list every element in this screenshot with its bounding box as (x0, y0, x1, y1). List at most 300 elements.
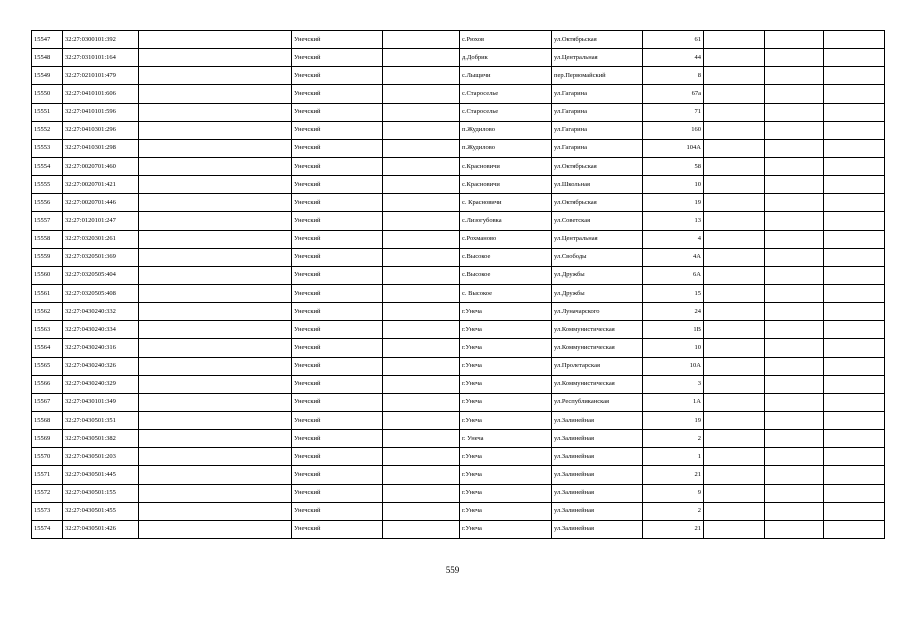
empty-cell (139, 31, 292, 49)
empty-cell (704, 357, 765, 375)
empty-cell (765, 430, 824, 448)
empty-cell (765, 31, 824, 49)
locality-cell: с.Красновичи (460, 176, 552, 194)
empty-cell (704, 303, 765, 321)
cadastral-number-cell: 32:27:0430501:455 (63, 502, 139, 520)
cadastral-number-cell: 32:27:0410101:606 (63, 85, 139, 103)
empty-cell (824, 85, 885, 103)
locality-cell: с. Высокое (460, 284, 552, 302)
empty-cell (383, 266, 460, 284)
table-row (32, 230, 885, 248)
empty-cell (765, 230, 824, 248)
empty-cell (824, 502, 885, 520)
empty-cell (824, 194, 885, 212)
empty-cell (765, 393, 824, 411)
cadastral-number-cell: 32:27:0210101:479 (63, 67, 139, 85)
cadastral-number-cell: 32:27:0020701:446 (63, 194, 139, 212)
empty-cell (383, 411, 460, 429)
street-cell: ул.Свободы (552, 248, 643, 266)
row-number-cell: 15557 (32, 212, 63, 230)
empty-cell (704, 430, 765, 448)
row-number-cell: 15563 (32, 321, 63, 339)
cadastral-number-cell: 32:27:0410301:298 (63, 139, 139, 157)
empty-cell (139, 157, 292, 175)
table-row (32, 502, 885, 520)
row-number-cell: 15565 (32, 357, 63, 375)
street-cell: ул.Октябрьская (552, 194, 643, 212)
row-number-cell: 15550 (32, 85, 63, 103)
empty-cell (765, 339, 824, 357)
street-cell: ул.Залинейная (552, 484, 643, 502)
empty-cell (765, 67, 824, 85)
cadastral-number-cell: 32:27:0430501:426 (63, 520, 139, 538)
table-row (32, 85, 885, 103)
street-cell: ул.Луначарского (552, 303, 643, 321)
district-cell: Унечский (292, 375, 383, 393)
locality-cell: г.Унеча (460, 321, 552, 339)
house-number-cell: 3 (643, 375, 704, 393)
house-number-cell: 8 (643, 67, 704, 85)
empty-cell (383, 284, 460, 302)
row-number-cell: 15572 (32, 484, 63, 502)
street-cell: ул.Советская (552, 212, 643, 230)
house-number-cell: 13 (643, 212, 704, 230)
empty-cell (383, 67, 460, 85)
locality-cell: г.Унеча (460, 502, 552, 520)
empty-cell (704, 103, 765, 121)
empty-cell (139, 411, 292, 429)
house-number-cell: 10 (643, 339, 704, 357)
street-cell: ул.Школьная (552, 176, 643, 194)
district-cell: Унечский (292, 484, 383, 502)
locality-cell: п.Жудилово (460, 121, 552, 139)
row-number-cell: 15547 (32, 31, 63, 49)
empty-cell (383, 85, 460, 103)
district-cell: Унечский (292, 339, 383, 357)
empty-cell (765, 248, 824, 266)
empty-cell (765, 448, 824, 466)
table-row (32, 375, 885, 393)
district-cell: Унечский (292, 357, 383, 375)
empty-cell (139, 430, 292, 448)
empty-cell (139, 303, 292, 321)
empty-cell (824, 375, 885, 393)
empty-cell (704, 448, 765, 466)
empty-cell (824, 303, 885, 321)
table-row (32, 520, 885, 538)
empty-cell (383, 212, 460, 230)
house-number-cell: 4 (643, 230, 704, 248)
empty-cell (139, 284, 292, 302)
street-cell: ул.Дружбы (552, 266, 643, 284)
row-number-cell: 15562 (32, 303, 63, 321)
empty-cell (704, 139, 765, 157)
street-cell: ул.Залинейная (552, 430, 643, 448)
empty-cell (383, 230, 460, 248)
empty-cell (824, 430, 885, 448)
empty-cell (704, 157, 765, 175)
empty-cell (765, 49, 824, 67)
empty-cell (824, 466, 885, 484)
empty-cell (383, 121, 460, 139)
empty-cell (765, 411, 824, 429)
cadastral-number-cell: 32:27:0430240:316 (63, 339, 139, 357)
locality-cell: с. Красновичи (460, 194, 552, 212)
locality-cell: с.Староселье (460, 103, 552, 121)
empty-cell (139, 339, 292, 357)
table-row (32, 321, 885, 339)
empty-cell (704, 31, 765, 49)
street-cell: ул.Центральная (552, 230, 643, 248)
locality-cell: г.Унеча (460, 411, 552, 429)
street-cell: ул.Залинейная (552, 520, 643, 538)
district-cell: Унечский (292, 303, 383, 321)
empty-cell (704, 321, 765, 339)
house-number-cell: 2 (643, 502, 704, 520)
street-cell: ул.Гагарина (552, 121, 643, 139)
row-number-cell: 15574 (32, 520, 63, 538)
empty-cell (139, 502, 292, 520)
empty-cell (824, 357, 885, 375)
street-cell: ул.Гагарина (552, 103, 643, 121)
district-cell: Унечский (292, 520, 383, 538)
empty-cell (704, 411, 765, 429)
street-cell: ул.Пролетарская (552, 357, 643, 375)
empty-cell (383, 502, 460, 520)
cadastral-number-cell: 32:27:0430101:349 (63, 393, 139, 411)
table-row (32, 139, 885, 157)
row-number-cell: 15561 (32, 284, 63, 302)
empty-cell (139, 176, 292, 194)
cadastral-number-cell: 32:27:0320301:261 (63, 230, 139, 248)
locality-cell: г.Унеча (460, 484, 552, 502)
street-cell: ул.Залинейная (552, 466, 643, 484)
street-cell: пер.Первомайский (552, 67, 643, 85)
street-cell: ул.Коммунистическая (552, 321, 643, 339)
empty-cell (139, 139, 292, 157)
house-number-cell: 1В (643, 321, 704, 339)
table-row (32, 176, 885, 194)
empty-cell (383, 176, 460, 194)
district-cell: Унечский (292, 466, 383, 484)
district-cell: Унечский (292, 212, 383, 230)
empty-cell (704, 339, 765, 357)
district-cell: Унечский (292, 266, 383, 284)
empty-cell (139, 393, 292, 411)
empty-cell (139, 357, 292, 375)
street-cell: ул.Залинейная (552, 411, 643, 429)
locality-cell: п.Жудилово (460, 139, 552, 157)
house-number-cell: 44 (643, 49, 704, 67)
empty-cell (383, 303, 460, 321)
table-row (32, 466, 885, 484)
empty-cell (383, 139, 460, 157)
empty-cell (383, 357, 460, 375)
street-cell: ул.Октябрьская (552, 157, 643, 175)
district-cell: Унечский (292, 121, 383, 139)
cadastral-number-cell: 32:27:0430240:326 (63, 357, 139, 375)
locality-cell: г.Унеча (460, 339, 552, 357)
empty-cell (704, 49, 765, 67)
empty-cell (383, 466, 460, 484)
cadastral-number-cell: 32:27:0320505:408 (63, 284, 139, 302)
table-row (32, 430, 885, 448)
district-cell: Унечский (292, 284, 383, 302)
empty-cell (824, 484, 885, 502)
cadastral-number-cell: 32:27:0430501:351 (63, 411, 139, 429)
empty-cell (765, 520, 824, 538)
row-number-cell: 15568 (32, 411, 63, 429)
empty-cell (704, 466, 765, 484)
district-cell: Унечский (292, 321, 383, 339)
empty-cell (824, 248, 885, 266)
empty-cell (383, 375, 460, 393)
locality-cell: г.Унеча (460, 357, 552, 375)
row-number-cell: 15564 (32, 339, 63, 357)
table-row (32, 284, 885, 302)
empty-cell (704, 176, 765, 194)
empty-cell (383, 393, 460, 411)
empty-cell (765, 484, 824, 502)
locality-cell: с.Красновичи (460, 157, 552, 175)
row-number-cell: 15558 (32, 230, 63, 248)
house-number-cell: 6А (643, 266, 704, 284)
table-row (32, 411, 885, 429)
empty-cell (765, 266, 824, 284)
table-row (32, 303, 885, 321)
empty-cell (824, 321, 885, 339)
district-cell: Унечский (292, 448, 383, 466)
house-number-cell: 71 (643, 103, 704, 121)
house-number-cell: 21 (643, 520, 704, 538)
cadastral-number-cell: 32:27:0410301:296 (63, 121, 139, 139)
row-number-cell: 15556 (32, 194, 63, 212)
table-row (32, 266, 885, 284)
row-number-cell: 15552 (32, 121, 63, 139)
table-row (32, 157, 885, 175)
table-row (32, 31, 885, 49)
empty-cell (704, 266, 765, 284)
street-cell: ул.Коммунистическая (552, 339, 643, 357)
row-number-cell: 15554 (32, 157, 63, 175)
empty-cell (383, 448, 460, 466)
locality-cell: с.Рюхов (460, 31, 552, 49)
empty-cell (765, 103, 824, 121)
street-cell: ул.Октябрьская (552, 31, 643, 49)
empty-cell (383, 339, 460, 357)
district-cell: Унечский (292, 85, 383, 103)
district-cell: Унечский (292, 502, 383, 520)
empty-cell (824, 49, 885, 67)
locality-cell: с.Высокое (460, 266, 552, 284)
empty-cell (765, 357, 824, 375)
empty-cell (383, 430, 460, 448)
house-number-cell: 24 (643, 303, 704, 321)
street-cell: ул.Залинейная (552, 502, 643, 520)
empty-cell (765, 194, 824, 212)
empty-cell (383, 31, 460, 49)
locality-cell: г.Унеча (460, 393, 552, 411)
cadastral-number-cell: 32:27:0430240:329 (63, 375, 139, 393)
row-number-cell: 15567 (32, 393, 63, 411)
row-number-cell: 15555 (32, 176, 63, 194)
empty-cell (765, 284, 824, 302)
empty-cell (765, 139, 824, 157)
empty-cell (824, 284, 885, 302)
empty-cell (765, 375, 824, 393)
cadastral-number-cell: 32:27:0430501:445 (63, 466, 139, 484)
house-number-cell: 4А (643, 248, 704, 266)
empty-cell (824, 103, 885, 121)
locality-cell: с.Высокое (460, 248, 552, 266)
empty-cell (139, 520, 292, 538)
empty-cell (139, 212, 292, 230)
empty-cell (383, 484, 460, 502)
table-row (32, 339, 885, 357)
table-row (32, 103, 885, 121)
empty-cell (824, 339, 885, 357)
empty-cell (765, 157, 824, 175)
registry-table (31, 30, 885, 539)
table-row (32, 448, 885, 466)
empty-cell (824, 393, 885, 411)
row-number-cell: 15560 (32, 266, 63, 284)
empty-cell (383, 49, 460, 67)
table-row (32, 49, 885, 67)
row-number-cell: 15551 (32, 103, 63, 121)
locality-cell: г.Унеча (460, 375, 552, 393)
district-cell: Унечский (292, 430, 383, 448)
empty-cell (704, 520, 765, 538)
cadastral-number-cell: 32:27:0430501:203 (63, 448, 139, 466)
street-cell: ул.Гагарина (552, 139, 643, 157)
cadastral-number-cell: 32:27:0430240:332 (63, 303, 139, 321)
table-row (32, 357, 885, 375)
empty-cell (383, 248, 460, 266)
house-number-cell: 10А (643, 357, 704, 375)
empty-cell (139, 484, 292, 502)
empty-cell (765, 212, 824, 230)
cadastral-number-cell: 32:27:0430240:334 (63, 321, 139, 339)
street-cell: ул.Дружбы (552, 284, 643, 302)
table-row (32, 194, 885, 212)
empty-cell (704, 393, 765, 411)
empty-cell (383, 194, 460, 212)
empty-cell (704, 212, 765, 230)
empty-cell (139, 448, 292, 466)
empty-cell (704, 194, 765, 212)
empty-cell (704, 248, 765, 266)
empty-cell (704, 230, 765, 248)
cadastral-number-cell: 32:27:0310101:164 (63, 49, 139, 67)
locality-cell: г.Унеча (460, 466, 552, 484)
empty-cell (704, 502, 765, 520)
house-number-cell: 9 (643, 484, 704, 502)
empty-cell (139, 49, 292, 67)
district-cell: Унечский (292, 139, 383, 157)
district-cell: Унечский (292, 31, 383, 49)
empty-cell (704, 67, 765, 85)
district-cell: Унечский (292, 248, 383, 266)
cadastral-number-cell: 32:27:0320505:404 (63, 266, 139, 284)
empty-cell (383, 157, 460, 175)
empty-cell (824, 411, 885, 429)
table-row (32, 67, 885, 85)
page-number: 559 (445, 565, 460, 575)
locality-cell: д.Добрик (460, 49, 552, 67)
cadastral-number-cell: 32:27:0410101:596 (63, 103, 139, 121)
house-number-cell: 58 (643, 157, 704, 175)
locality-cell: с.Рохманово (460, 230, 552, 248)
empty-cell (704, 121, 765, 139)
cadastral-number-cell: 32:27:0020701:460 (63, 157, 139, 175)
empty-cell (765, 466, 824, 484)
district-cell: Унечский (292, 67, 383, 85)
empty-cell (139, 375, 292, 393)
locality-cell: с.Лизогубовка (460, 212, 552, 230)
house-number-cell: 1А (643, 393, 704, 411)
locality-cell: г.Унеча (460, 520, 552, 538)
empty-cell (139, 230, 292, 248)
cadastral-number-cell: 32:27:0300101:392 (63, 31, 139, 49)
district-cell: Унечский (292, 176, 383, 194)
row-number-cell: 15559 (32, 248, 63, 266)
empty-cell (824, 67, 885, 85)
empty-cell (824, 448, 885, 466)
district-cell: Унечский (292, 230, 383, 248)
locality-cell: г.Унеча (460, 448, 552, 466)
row-number-cell: 15569 (32, 430, 63, 448)
empty-cell (824, 176, 885, 194)
house-number-cell: 19 (643, 411, 704, 429)
empty-cell (139, 194, 292, 212)
district-cell: Унечский (292, 393, 383, 411)
street-cell: ул.Залинейная (552, 448, 643, 466)
empty-cell (765, 121, 824, 139)
house-number-cell: 2 (643, 430, 704, 448)
empty-cell (704, 85, 765, 103)
empty-cell (765, 303, 824, 321)
empty-cell (139, 466, 292, 484)
table-row (32, 121, 885, 139)
empty-cell (824, 31, 885, 49)
district-cell: Унечский (292, 49, 383, 67)
house-number-cell: 61 (643, 31, 704, 49)
empty-cell (139, 321, 292, 339)
cadastral-number-cell: 32:27:0320501:369 (63, 248, 139, 266)
locality-cell: г.Унеча (460, 303, 552, 321)
locality-cell: с.Лыщичи (460, 67, 552, 85)
cadastral-number-cell: 32:27:0430501:382 (63, 430, 139, 448)
empty-cell (824, 121, 885, 139)
cadastral-number-cell: 32:27:0120101:247 (63, 212, 139, 230)
street-cell: ул.Гагарина (552, 85, 643, 103)
house-number-cell: 67а (643, 85, 704, 103)
empty-cell (824, 230, 885, 248)
empty-cell (383, 520, 460, 538)
empty-cell (704, 484, 765, 502)
empty-cell (824, 212, 885, 230)
house-number-cell: 19 (643, 194, 704, 212)
locality-cell: с.Староселье (460, 85, 552, 103)
row-number-cell: 15571 (32, 466, 63, 484)
row-number-cell: 15548 (32, 49, 63, 67)
district-cell: Унечский (292, 157, 383, 175)
empty-cell (139, 103, 292, 121)
table-row (32, 393, 885, 411)
empty-cell (824, 139, 885, 157)
table-row (32, 212, 885, 230)
